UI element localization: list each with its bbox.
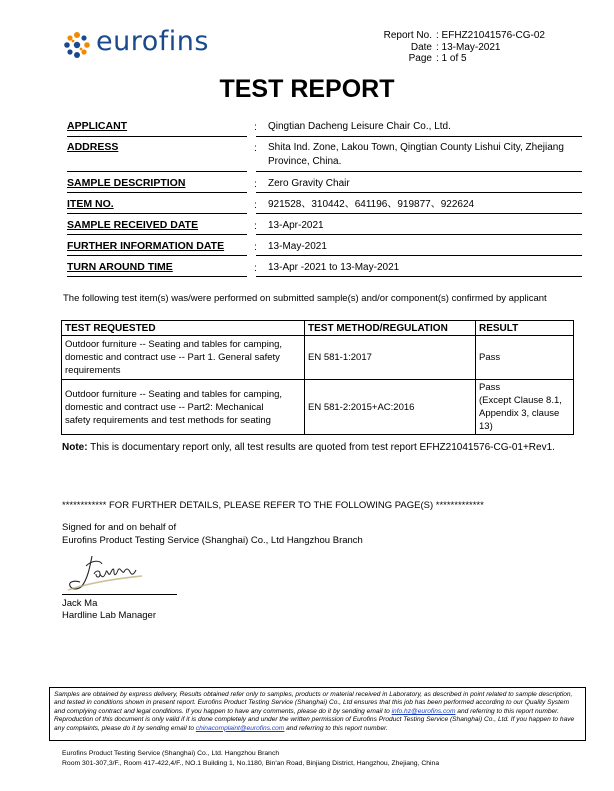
disclaimer-part: Samples are obtained by express delivery, Results obtained refer only to samples, products or material received in Laboratory, as described in point related to sample description, and tested in conditions shown in present report. Eurofins Product Testing Service (Shanghai) Co., Ltd ensures that this job has been performed according to our Quality System and complying contract and legal conditions. If you happen to have any comments, please do it by sending email to: [54, 691, 573, 715]
note-text: This is documentary report only, all test results are quoted from test report EFHZ21041576-CG-01+Rev1.: [87, 442, 555, 453]
logo-wordmark: eurofins: [96, 26, 209, 57]
signed-line-1: Signed for and on behalf of: [62, 522, 177, 533]
handwritten-signature: [62, 552, 162, 594]
divider: [67, 255, 247, 256]
signer-block: [62, 598, 156, 622]
divider: [67, 213, 247, 214]
sample-received-date-value: 13-Apr-2021: [268, 220, 324, 231]
result-cell: [476, 380, 574, 435]
page-label: Page: [408, 53, 432, 64]
test-requested-cell: [62, 380, 305, 435]
divider: [67, 234, 247, 235]
page-title: TEST REPORT: [219, 75, 395, 103]
divider: [256, 171, 582, 172]
address-label: ADDRESS: [67, 141, 119, 153]
note: [62, 442, 555, 453]
divider: [256, 255, 582, 256]
applicant-value: Qingtian Dacheng Leisure Chair Co., Ltd.: [268, 121, 451, 132]
email-link-info[interactable]: info.hz@eurofins.com: [391, 707, 456, 715]
sample-description-label: SAMPLE DESCRIPTION: [67, 177, 186, 189]
colon: :: [254, 262, 257, 274]
eurofins-logo: [62, 28, 212, 62]
footer-address: [62, 749, 439, 768]
col-header-result: RESULT: [476, 321, 574, 336]
colon: :: [254, 178, 257, 190]
report-no-value: : EFHZ21041576-CG-02: [436, 30, 545, 41]
signed-block: [62, 521, 363, 547]
divider: [256, 213, 582, 214]
col-header-test-method: TEST METHOD/REGULATION: [305, 321, 476, 336]
signer-name: Jack Ma: [62, 598, 98, 609]
divider: [256, 234, 582, 235]
signature-line: [62, 594, 177, 595]
item-no-label: ITEM NO.: [67, 198, 114, 210]
page-value: : 1 of 5: [436, 53, 467, 64]
cell-line: Pass: [479, 382, 501, 393]
turn-around-time-label: TURN AROUND TIME: [67, 261, 173, 273]
disclaimer-box: [49, 687, 586, 741]
colon: :: [254, 199, 257, 211]
sample-received-date-label: SAMPLE RECEIVED DATE: [67, 219, 199, 231]
signer-title: Hardline Lab Manager: [62, 610, 157, 621]
report-meta: [380, 30, 545, 65]
applicant-label: APPLICANT: [67, 120, 128, 132]
divider: [67, 276, 247, 277]
date-label: Date: [410, 41, 432, 53]
cell-line: safety requirements and test methods for seating: [65, 414, 271, 426]
divider: [256, 136, 582, 137]
intro-text: The following test item(s) was/were performed on submitted sample(s) and/or component(s) confirmed by applicant: [63, 293, 547, 304]
table-row: [62, 380, 574, 435]
divider: [67, 192, 247, 193]
cell-line: Outdoor furniture -- Seating and tables for camping,: [65, 388, 283, 400]
divider: [256, 276, 582, 277]
date-value: : 13-May-2021: [436, 41, 501, 53]
disclaimer-part: and referring to this report number.: [284, 724, 388, 732]
col-header-test-requested: TEST REQUESTED: [62, 321, 305, 336]
colon: :: [254, 121, 257, 133]
table-header-row: [62, 321, 574, 336]
table-row: [62, 336, 574, 380]
result-cell: Pass: [476, 336, 574, 380]
item-no-value: 921528、310442、641196、919877、922624: [268, 199, 475, 210]
address-value: [268, 141, 564, 169]
disclaimer-part: and referring to this report number. Reproduction of this document is only valid if it is done completely and under the written permission of Eurofins Product Testing Service (Shanghai) Co., Ltd. If you happen to have any complaints, please do it by sending email to: [54, 707, 575, 732]
turn-around-time-value: 13-Apr -2021 to 13-May-2021: [268, 262, 400, 273]
further-info-date-label: FURTHER INFORMATION DATE: [67, 240, 225, 252]
disclaimer-text: [54, 691, 579, 733]
colon: :: [254, 220, 257, 232]
test-method-cell: EN 581-2:2015+AC:2016: [305, 380, 476, 435]
footer-line-1: Eurofins Product Testing Service (Shanghai) Co., Ltd. Hangzhou Branch: [62, 750, 280, 757]
test-requested-cell: [62, 336, 305, 380]
further-info-date-value: 13-May-2021: [268, 241, 327, 252]
test-method-cell: EN 581-1:2017: [305, 336, 476, 380]
results-table: [61, 320, 574, 435]
address-line-2: Province, China.: [268, 156, 342, 167]
sample-description-value: Zero Gravity Chair: [268, 178, 350, 189]
email-link-complaint[interactable]: chinacomplaint@eurofins.com: [195, 724, 285, 732]
note-label: Note:: [62, 442, 88, 453]
cell-line: (Except Clause 8.1,: [479, 395, 562, 406]
eurofins-dots-icon: [62, 30, 92, 60]
colon: :: [254, 241, 257, 253]
cell-line: Appendix 3, clause 13): [479, 408, 560, 432]
divider: [67, 136, 247, 137]
cell-line: domestic and contract use -- Part2: Mechanical: [65, 401, 264, 413]
cell-line: domestic and contract use -- Part 1. General safety: [65, 352, 280, 363]
cell-line: Outdoor furniture -- Seating and tables for camping,: [65, 339, 283, 350]
further-details-line: ************ FOR FURTHER DETAILS, PLEASE REFER TO THE FOLLOWING PAGE(S) *************: [62, 500, 484, 511]
signed-line-2: Eurofins Product Testing Service (Shanghai) Co., Ltd Hangzhou Branch: [62, 535, 363, 546]
colon: :: [254, 142, 257, 154]
footer-line-2: Room 301-307,3/F., Room 417-422,4/F., NO.1 Building 1, No.1180, Bin'an Road, Binjiang District, Hangzhou, Zhejiang, China: [62, 759, 440, 767]
cell-line: requirements: [65, 365, 121, 376]
address-line-1: Shita Ind. Zone, Lakou Town, Qingtian County Lishui City, Zhejiang: [268, 142, 564, 153]
report-no-label: Report No.: [383, 30, 432, 41]
divider: [256, 192, 582, 193]
divider: [67, 171, 247, 172]
